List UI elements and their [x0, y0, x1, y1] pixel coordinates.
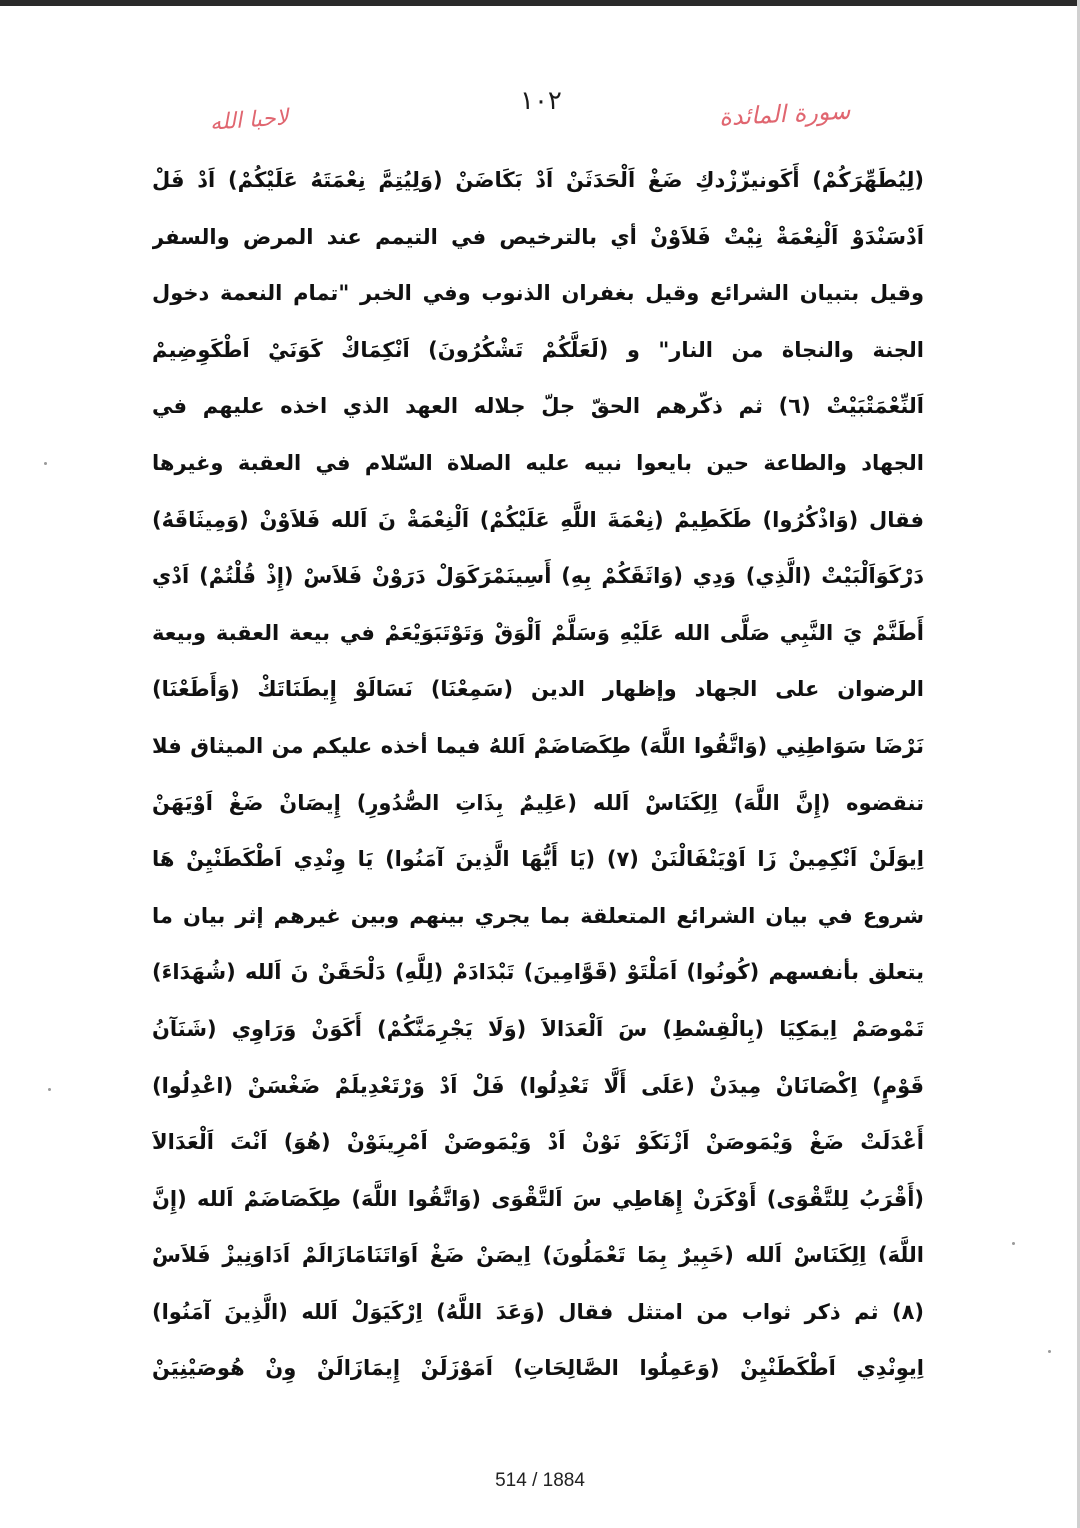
text-line: اِيوَلَنْ اَنْكِمِينْ زَا اَوْيَنْفَالْنَنْ (٧) (يَا أَيُّهَا الَّذِينَ آمَنُوا) يَا وِنْدِي اَطْكَطَنْيِنْ هَا — [152, 847, 924, 872]
text-line: أَطَنَّمْ يَ النَّبِي صَلَّى الله عَلَيْهِ وَسَلَّمْ اَلْوَقْ وَتَوْتَبَوَيْعَمْ في بيعة العقبة وبيعة — [152, 620, 924, 645]
scan-edge — [0, 0, 1080, 6]
text-line: اَدْسَنْدَوْ اَلْنِعْمَةْ نِيْتْ فَلاَوْنْ أي بالترخيص في التيمم عند المرض والسفر — [152, 224, 924, 249]
text-line: قَوْمٍ) اِكْصَانَانْ مِيدَنْ (عَلَى أَلَّا تَعْدِلُوا) فَلْ اَدْ وَرْتَعْدِيلَمْ ضَغْسَنْ (اعْدِلُوا) — [152, 1073, 924, 1098]
text-line: الجهاد والطاعة حين بايعوا نبيه عليه الصلاة السّلام في العقبة وغيرها — [152, 450, 924, 475]
scan-speck — [1048, 1350, 1051, 1353]
body-text — [152, 152, 924, 1397]
text-line: تنقضوه (إِنَّ اللَّهَ) اِلِكَنَاسْ اَلله (عَلِيمٌ بِذَاتِ الصُّدُورِ) إِيصَانْ ضَغْ اَوْيَهَنْ — [152, 790, 924, 815]
text-line: الرضوان على الجهاد وإظهار الدين (سَمِعْنَا) نَسَالَوْ إِيطَنَاتَكْ (وَأَطَعْنَا) — [152, 677, 924, 702]
text-line: اِيوِنْدِي اَطْكَطَنْيِنْ (وَعَمِلُوا الصَّالِحَاتِ) اَمَوْزَلَنْ إِيمَازَالَنْ وِنْ هُوصَيْنِيَنْ — [152, 1356, 924, 1381]
pagination-indicator: 514 / 1884 — [495, 1470, 585, 1491]
text-line: فقال (وَاذْكُرُوا) طَكَطِيمْ (نِعْمَةَ اللَّهِ عَلَيْكُمْ) اَلْنِعْمَةْ نَ اَلله فَلاَوْنْ (وَمِيثَاقَهُ) — [152, 507, 924, 532]
text-line: الجنة والنجاة من النار" و (لَعَلَّكُمْ تَشْكُرُونَ) اَنْكِمَاكْ كَوَنَيْ اَطْكَوِضِيمْ — [152, 337, 924, 362]
text-line: اَلنِّعْمَتْبَيْتْ (٦) ثم ذكّرهم الحقّ جلّ جلاله العهد الذي اخذه عليهم في — [152, 394, 924, 419]
text-line: تَمْوصَمْ اِيمَكِيَا (بِالْقِسْطِ) سَ اَلْعَدَالاَ (وَلَا يَجْرِمَنَّكُمْ) أَكَوَنْ وَرَاوِي (شَنَآنُ — [152, 1016, 924, 1041]
text-line: أَعْدَلَتْ ضَغْ وَيْمَوصَنْ اَزْنَكَوْ نَوْنْ اَدْ وَيْمَوصَنْ اَمْرِينَوْنْ (هُوَ) اَنْتَ اَلْعَدَالاَ — [152, 1130, 924, 1155]
text-line: شروع في بيان الشرائع المتعلقة بما يجري بينهم وبين غيرهم إثر بيان ما — [152, 903, 924, 928]
page-number: ١٠٢ — [520, 86, 562, 116]
handwritten-note-left: لاحبا الله — [209, 105, 290, 136]
text-line: اللَّهَ) اِلِكَنَاسْ اَلله (خَبِيرٌ بِمَا تَعْمَلُونَ) اِيصَنْ ضَغْ اَوَاتَنَامَازَالَمْ اَدَاوَنِيزْ فَلاَسْ — [152, 1243, 924, 1268]
scan-speck — [44, 462, 47, 465]
text-line: (لِيُطَهِّرَكُمْ) أَكَونيزّزْدكِ ضَغْ اَلْحَدَثَنْ اَدْ بَكَاضَنْ (وَلِيُتِمَّ نِعْمَتَهُ عَلَيْكُمْ) اَدْ فَلْ — [152, 168, 924, 192]
text-line: (٨) ثم ذكر ثواب من امتثل فقال (وَعَدَ اللَّهُ) اِرْكَيَوَلْ اَلله (الَّذِينَ آمَنُوا) — [152, 1299, 924, 1324]
text-line: (أَقْرَبُ لِلتَّقْوَى) أَوْكَرَنْ إِهَاطِي سَ اَلتَّقْوَى (وَاتَّقُوا اللَّهَ) طِكَصَاضَمْ اَلله (إِنَّ — [152, 1186, 924, 1211]
text-line: يتعلق بأنفسهم (كُونُوا) اَمَلْتَوْ (قَوَّامِينَ) تَبْدَادَمْ (لِلَّهِ) دَلْحَقَنْ نَ اَلله (شُهَدَاءَ) — [152, 960, 924, 985]
text-line: وقيل بتبيان الشرائع وقيل بغفران الذنوب وفي الخبر "تمام النعمة دخول — [152, 281, 924, 306]
text-line: نَرْضَا سَوَاطِنِي (وَاتَّقُوا اللَّهَ) طِكَصَاضَمْ اَللهُ فيما أخذه عليكم من الميثاق فلا — [152, 733, 924, 758]
text-line: دَرْكَوَاَلْبَيْتْ (الَّذِي) وَدِي (وَاثَقَكُمْ بِهِ) أَسِينَمْرَكَوَلْ دَرَوْنْ فَلاَسْ (إِذْ قُلْتُمْ) اَدْي — [152, 564, 924, 589]
page-header — [150, 80, 940, 140]
scan-speck — [1012, 1242, 1015, 1245]
scan-speck — [48, 1088, 51, 1091]
handwritten-surah-title: سورة المائدة — [718, 96, 851, 132]
